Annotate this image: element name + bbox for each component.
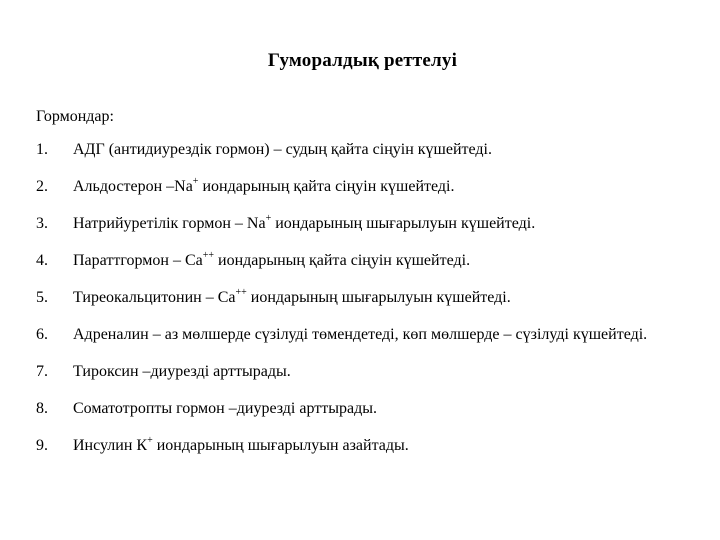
text-fragment: Альдостерон –Na bbox=[73, 178, 193, 195]
list-item bbox=[36, 399, 656, 419]
hormone-list bbox=[36, 140, 656, 473]
list-item bbox=[36, 288, 656, 308]
text-fragment: Адреналин – аз мөлшерде сүзілуді төмендетеді, көп мөлшерде – сүзілуді күшейтеді. bbox=[73, 326, 648, 343]
list-item-number: 7. bbox=[36, 363, 48, 380]
list-item-number: 2. bbox=[36, 178, 48, 195]
list-item bbox=[36, 214, 656, 234]
list-item-number: 6. bbox=[36, 326, 48, 343]
superscript-charge: + bbox=[192, 175, 199, 187]
superscript-charge: + bbox=[147, 434, 153, 446]
text-fragment: Соматотропты гормон –диурезді арттырады. bbox=[73, 400, 377, 417]
list-item-text bbox=[73, 214, 656, 234]
text-fragment: иондарының қайта сіңуін күшейтеді. bbox=[214, 252, 471, 269]
slide-title: Гуморалдық реттелуі bbox=[267, 50, 458, 71]
list-item-text bbox=[73, 177, 656, 197]
superscript-charge: + bbox=[265, 212, 272, 224]
list-item bbox=[36, 140, 656, 160]
list-item-number: 8. bbox=[36, 400, 48, 417]
text-fragment: Тиреокальцитонин – Са bbox=[73, 289, 236, 306]
list-item-text bbox=[73, 362, 656, 382]
list-item-text bbox=[73, 251, 656, 271]
text-fragment: иондарының шығарылуын күшейтеді. bbox=[271, 215, 536, 232]
superscript-charge: ++ bbox=[202, 249, 214, 261]
list-item bbox=[36, 251, 656, 271]
text-fragment: Параттгормон – Са bbox=[73, 252, 203, 269]
text-fragment: Тироксин –диурезді арттырады. bbox=[73, 363, 291, 380]
text-fragment: иондарының шығарылуын азайтады. bbox=[152, 437, 409, 454]
text-fragment: иондарының қайта сіңуін күшейтеді. bbox=[198, 178, 455, 195]
list-item-number: 1. bbox=[36, 141, 48, 158]
list-item bbox=[36, 325, 656, 345]
slide-subtitle: Гормондар: bbox=[36, 108, 114, 125]
text-fragment: Натрийуретілік гормон – Na bbox=[73, 215, 266, 232]
text-fragment: АДГ (антидиурездік гормон) – судың қайта сіңуін күшейтеді. bbox=[73, 141, 492, 158]
list-item bbox=[36, 177, 656, 197]
superscript-charge: ++ bbox=[235, 286, 247, 298]
list-item-text bbox=[73, 399, 656, 419]
list-item-number: 4. bbox=[36, 252, 48, 269]
list-item-number: 3. bbox=[36, 215, 48, 232]
list-item-text bbox=[73, 140, 656, 160]
text-fragment: Инсулин К bbox=[73, 437, 148, 454]
list-item-text bbox=[73, 325, 656, 345]
text-fragment: иондарының шығарылуын күшейтеді. bbox=[246, 289, 511, 306]
list-item bbox=[36, 436, 656, 456]
list-item bbox=[36, 362, 656, 382]
list-item-text bbox=[73, 288, 656, 308]
list-item-text bbox=[73, 436, 656, 456]
list-item-number: 9. bbox=[36, 437, 48, 454]
list-item-number: 5. bbox=[36, 289, 48, 306]
